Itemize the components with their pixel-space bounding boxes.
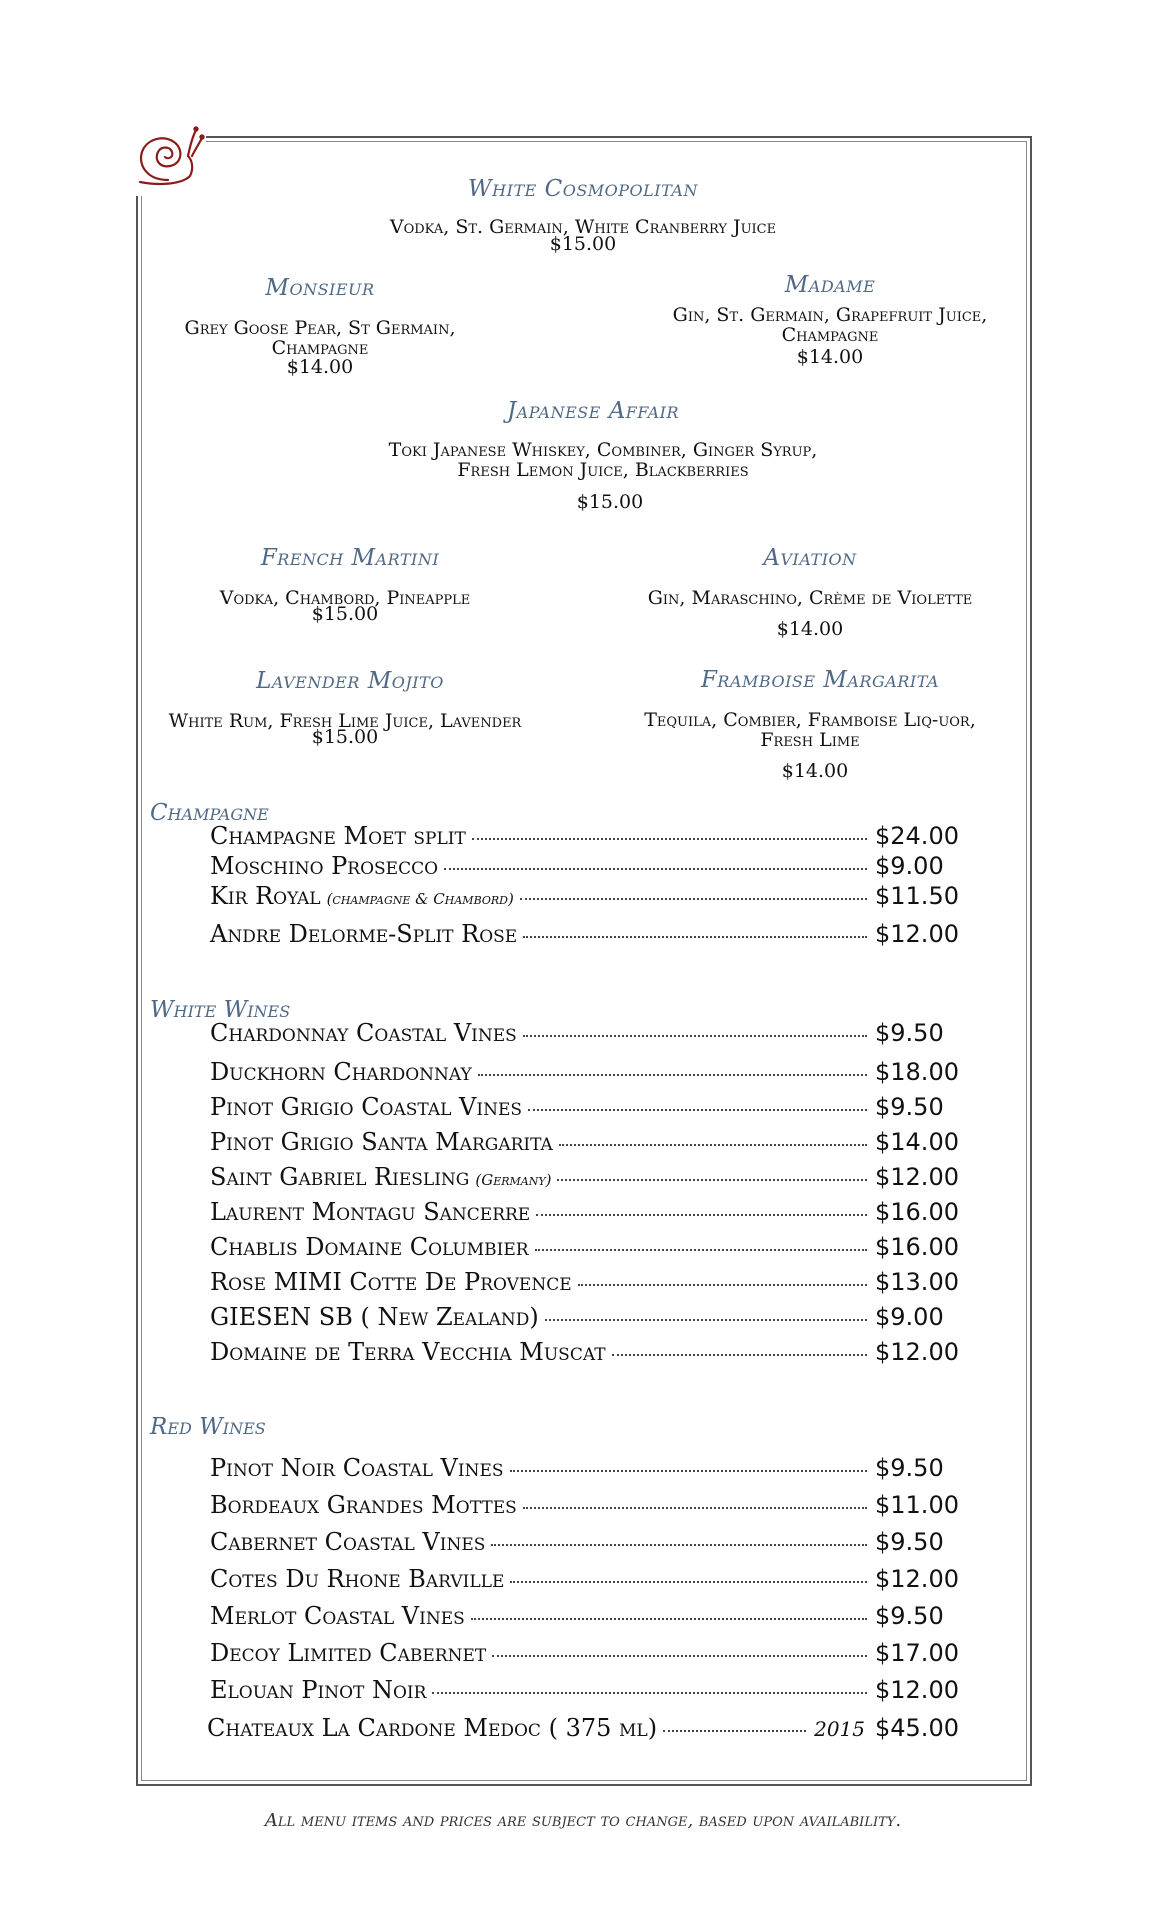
- cocktail-ingredients-aviation: Gin, Maraschino, Crème de Violette: [647, 587, 973, 609]
- list-item: [210, 1454, 975, 1484]
- cocktail-price-white-cosmopolitan: $15.00: [549, 233, 617, 255]
- item-name: Andre Delorme-Split Rose: [210, 920, 518, 948]
- item-name-text: Kir Royal: [210, 882, 321, 910]
- item-price: $9.50: [875, 1602, 944, 1630]
- leader-dots: [535, 1249, 867, 1251]
- item-price: $9.00: [875, 852, 944, 880]
- item-name: Cotes Du Rhone Barville: [210, 1565, 505, 1593]
- item-price: $14.00: [875, 1128, 959, 1156]
- list-item: [210, 1565, 975, 1595]
- list-item: [210, 1093, 975, 1123]
- list-item: [210, 1639, 975, 1669]
- cocktail-price-aviation: $14.00: [776, 618, 844, 640]
- item-name-text: Saint Gabriel Riesling: [210, 1163, 470, 1191]
- item-name: Pinot Grigio Santa Margarita: [210, 1128, 553, 1156]
- cocktail-title-framboise-margarita: Framboise Margarita: [700, 667, 940, 693]
- item-name: Chardonnay Coastal Vines: [210, 1019, 517, 1047]
- list-item: [210, 882, 975, 912]
- section-title-red-wines: Red Wines: [150, 1414, 266, 1440]
- list-item: [210, 1303, 975, 1333]
- item-name: Moschino Prosecco: [210, 852, 439, 880]
- leader-dots: [578, 1284, 867, 1286]
- item-price: $13.00: [875, 1268, 959, 1296]
- section-title-white-wines: White Wines: [150, 997, 291, 1023]
- list-item: [210, 1602, 975, 1632]
- leader-dots: [663, 1730, 806, 1732]
- cocktail-title-aviation: Aviation: [763, 545, 857, 571]
- availability-disclaimer: All menu items and prices are subject to change, based upon availability.: [264, 1810, 902, 1831]
- list-item: [210, 1163, 975, 1193]
- leader-dots: [492, 1655, 867, 1657]
- item-note: (Germany): [475, 1171, 552, 1189]
- item-name: Pinot Noir Coastal Vines: [210, 1454, 504, 1482]
- cocktail-title-french-martini: French Martini: [260, 545, 440, 571]
- item-price: $16.00: [875, 1233, 959, 1261]
- item-price: $12.00: [875, 1163, 959, 1191]
- leader-dots: [536, 1214, 867, 1216]
- cocktail-ingredients-french-martini: Vodka, Chambord, Pineapple: [219, 587, 471, 609]
- item-name: Pinot Grigio Coastal Vines: [210, 1093, 522, 1121]
- list-item: [210, 1268, 975, 1298]
- leader-dots: [444, 868, 867, 870]
- item-name: Cabernet Coastal Vines: [210, 1528, 486, 1556]
- item-price: $9.50: [875, 1454, 944, 1482]
- list-item: [210, 1338, 975, 1368]
- item-name: Chablis Domaine Columbier: [210, 1233, 529, 1261]
- item-price: $12.00: [875, 1338, 959, 1366]
- item-name: Bordeaux Grandes Mottes: [210, 1491, 517, 1519]
- leader-dots: [523, 1507, 867, 1509]
- item-price: $45.00: [875, 1714, 959, 1742]
- cocktail-price-monsieur: $14.00: [286, 356, 354, 378]
- section-title-champagne: Champagne: [150, 800, 269, 826]
- item-price: $11.50: [875, 882, 959, 910]
- vintage-year: 2015: [814, 1717, 865, 1741]
- item-name: Champagne Moet split: [210, 822, 466, 850]
- leader-dots: [432, 1692, 867, 1694]
- cocktail-title-japanese-affair: Japanese Affair: [506, 398, 680, 424]
- list-item: [210, 1128, 975, 1158]
- item-name: Merlot Coastal Vines: [210, 1602, 465, 1630]
- item-price: $12.00: [875, 1676, 959, 1704]
- item-price: $9.50: [875, 1093, 944, 1121]
- cocktail-price-madame: $14.00: [796, 346, 864, 368]
- cocktail-ingredients-madame: Gin, St. Germain, Grapefruit Juice, Champagne: [672, 304, 988, 346]
- item-name: Chateaux La Cardone Medoc ( 375 ml): [207, 1714, 658, 1742]
- item-name: [210, 882, 514, 910]
- item-name: Laurent Montagu Sancerre: [210, 1198, 531, 1226]
- list-item: [210, 920, 975, 950]
- leader-dots: [559, 1144, 867, 1146]
- leader-dots: [510, 1470, 867, 1472]
- cocktail-ingredients-white-cosmopolitan: Vodka, St. Germain, White Cranberry Juice: [389, 216, 777, 238]
- item-name: Elouan Pinot Noir: [210, 1676, 427, 1704]
- list-item: [210, 1233, 975, 1263]
- cocktail-price-framboise-margarita: $14.00: [781, 760, 849, 782]
- cocktail-title-monsieur: Monsieur: [265, 275, 375, 301]
- cocktail-ingredients-japanese-affair: Toki Japanese Whiskey, Combiner, Ginger Syrup, Fresh Lemon Juice, Blackberries: [388, 439, 818, 481]
- item-name: Domaine de Terra Vecchia Muscat: [210, 1338, 606, 1366]
- cocktail-title-madame: Madame: [784, 272, 876, 298]
- leader-dots: [545, 1319, 867, 1321]
- list-item: [210, 1198, 975, 1228]
- cocktail-title-white-cosmopolitan: White Cosmopolitan: [468, 176, 698, 202]
- item-note: (champagne & Chambord): [326, 890, 514, 908]
- list-item: [210, 852, 975, 882]
- item-price: $12.00: [875, 1565, 959, 1593]
- leader-dots: [523, 1035, 867, 1037]
- list-item: [207, 1714, 975, 1744]
- leader-dots: [557, 1179, 867, 1181]
- item-name: Rose MIMI Cotte De Provence: [210, 1268, 572, 1296]
- cocktail-ingredients-monsieur: Grey Goose Pear, St Germain, Champagne: [184, 317, 456, 359]
- list-item: [210, 1058, 975, 1088]
- item-price: $24.00: [875, 822, 959, 850]
- item-price: $17.00: [875, 1639, 959, 1667]
- item-price: $18.00: [875, 1058, 959, 1086]
- leader-dots: [478, 1074, 867, 1076]
- item-name: GIESEN SB ( New Zealand): [210, 1303, 539, 1331]
- list-item: [210, 1491, 975, 1521]
- leader-dots: [491, 1544, 867, 1546]
- item-price: $11.00: [875, 1491, 959, 1519]
- leader-dots: [510, 1581, 867, 1583]
- cocktail-title-lavender-mojito: Lavender Mojito: [256, 668, 444, 694]
- item-price: $9.00: [875, 1303, 944, 1331]
- list-item: [210, 1676, 975, 1706]
- item-price: $12.00: [875, 920, 959, 948]
- leader-dots: [528, 1109, 867, 1111]
- cocktail-price-french-martini: $15.00: [311, 603, 379, 625]
- cocktail-price-lavender-mojito: $15.00: [311, 726, 379, 748]
- snail-logo-icon: [130, 116, 206, 196]
- leader-dots: [523, 936, 867, 938]
- cocktail-ingredients-framboise-margarita: Tequila, Combier, Framboise Liq-uor, Fresh Lime: [644, 709, 976, 751]
- leader-dots: [472, 838, 867, 840]
- list-item: [210, 1019, 975, 1049]
- item-name: Duckhorn Chardonnay: [210, 1058, 472, 1086]
- item-name: [210, 1163, 551, 1191]
- list-item: [210, 822, 975, 852]
- item-price: $16.00: [875, 1198, 959, 1226]
- item-name: Decoy Limited Cabernet: [210, 1639, 487, 1667]
- list-item: [210, 1528, 975, 1558]
- item-price: $9.50: [875, 1528, 944, 1556]
- leader-dots: [520, 898, 867, 900]
- cocktail-ingredients-lavender-mojito: White Rum, Fresh Lime Juice, Lavender: [168, 710, 522, 732]
- leader-dots: [612, 1354, 867, 1356]
- leader-dots: [471, 1618, 867, 1620]
- item-price: $9.50: [875, 1019, 944, 1047]
- cocktail-price-japanese-affair: $15.00: [576, 491, 644, 513]
